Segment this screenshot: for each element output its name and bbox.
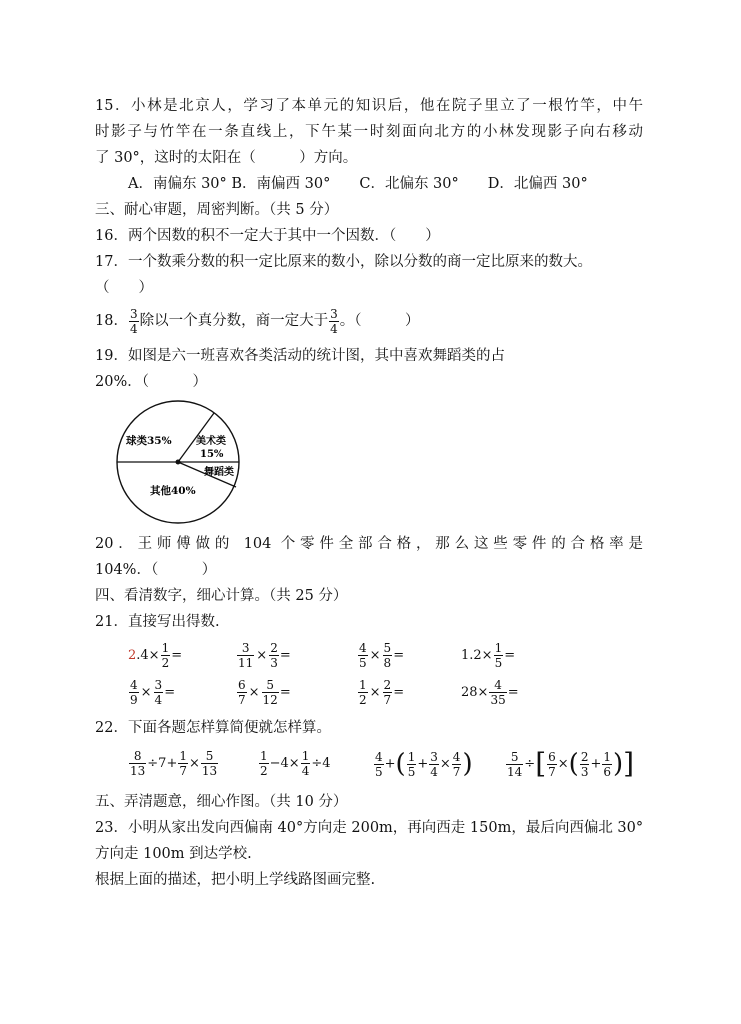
q21-r1c3: $\frac{4}{5}$ × $\frac{5}{8}$ = xyxy=(359,641,405,670)
q15-line2: 时影子与竹竿在一条直线上，下午某一时刻面向北方的小林发现影子向右移动 xyxy=(95,124,643,140)
q21-title: 21．直接写出得数. xyxy=(95,614,220,630)
q22-expr3: $\frac{4}{5}$ +( $\frac{1}{5}$ + $\frac{3}{4}$ × $\frac{4}{7}$ ) xyxy=(375,749,473,779)
q18-number: 18． xyxy=(95,313,128,329)
q20-line2: 104%．（ ） xyxy=(95,562,217,578)
q15-line1: 15．小林是北京人，学习了本单元的知识后，他在院子里立了一根竹竿，中午 xyxy=(95,98,643,114)
q22-expr1: $\frac{8}{13}$ ÷7+ $\frac{1}{7}$ × $\frac{5}{13}$ xyxy=(130,749,218,778)
section3-heading: 三、耐心审题，周密判断。（共 5 分） xyxy=(95,202,339,218)
q20-line1: 20．王师傅做的 104 个零件全部合格，那么这些零件的合格率是 xyxy=(95,536,643,552)
q21-r2c3: $\frac{1}{2}$ × $\frac{2}{7}$ = xyxy=(359,678,405,707)
q21-r2c1: $\frac{4}{9}$ × $\frac{3}{4}$ = xyxy=(130,678,176,707)
q23-line3: 根据上面的描述，把小明上学线路图画完整. xyxy=(95,872,376,888)
q19-line1: 19．如图是六一班喜欢各类活动的统计图，其中喜欢舞蹈类的占 xyxy=(95,348,505,364)
q19-line2: 20%．（ ） xyxy=(95,374,207,390)
pie-center-dot xyxy=(176,460,181,465)
q15-line3: 了 30°，这时的太阳在（ ）方向。 xyxy=(95,150,358,166)
q18-text: 除以一个真分数，商一定大于 xyxy=(139,313,329,329)
q21-r2c2: $\frac{6}{7}$ × $\frac{5}{12}$ = xyxy=(238,678,291,707)
activity-pie-chart xyxy=(108,400,248,530)
section5-heading: 五、弄清题意，细心作图。（共 10 分） xyxy=(95,794,348,810)
q17-line1: 17．一个数乘分数的积一定比原来的数小，除以分数的商一定比原来的数大。 xyxy=(95,254,592,270)
q21-r1c4: 1.2× $\frac{1}{5}$ = xyxy=(461,641,516,670)
q15-options: A．南偏东 30° B．南偏西 30° C．北偏东 30° D．北偏西 30° xyxy=(128,176,588,192)
q18-fraction-b: $\frac{3}{4}$ xyxy=(330,306,338,336)
pie-label-art: 美术类 xyxy=(196,436,226,447)
q22-expr2: $\frac{1}{2}$ −4× $\frac{1}{4}$ ÷4 xyxy=(260,749,331,778)
pie-label-ball: 球类35% xyxy=(126,435,172,447)
q21-r2c4: 28× $\frac{4}{35}$ = xyxy=(461,678,519,707)
q18-answer-blank: 。（ ） xyxy=(339,313,420,329)
pie-label-dance: 舞蹈类 xyxy=(204,467,234,478)
pie-label-other: 其他40% xyxy=(150,485,196,497)
q18-fraction-a: $\frac{3}{4}$ xyxy=(129,306,138,336)
q21-r1c1: 2.4× $\frac{1}{2}$ = xyxy=(128,641,183,670)
q21-r1c2: $\frac{3}{11}$ × $\frac{2}{3}$ = xyxy=(238,641,291,670)
q17-line2: （ ） xyxy=(95,280,153,296)
q18 xyxy=(95,306,419,336)
q22-title: 22．下面各题怎样算简便就怎样算。 xyxy=(95,720,331,736)
section4-heading: 四、看清数字，细心计算。（共 25 分） xyxy=(95,588,348,604)
q23-line2: 方向走 100m 到达学校. xyxy=(95,846,252,862)
q22-expr4: $\frac{5}{14}$ ÷[ $\frac{6}{7}$ ×( $\frac{2}{3}$ + $\frac{1}{6}$ )] xyxy=(507,747,635,780)
q23-line1: 23．小明从家出发向西偏南 40°方向走 200m，再向西走 150m，最后向西偏北 30° xyxy=(95,820,644,836)
pie-label-art-percent: 15% xyxy=(200,449,224,460)
q16: 16．两个因数的积不一定大于其中一个因数．（ ） xyxy=(95,228,440,244)
